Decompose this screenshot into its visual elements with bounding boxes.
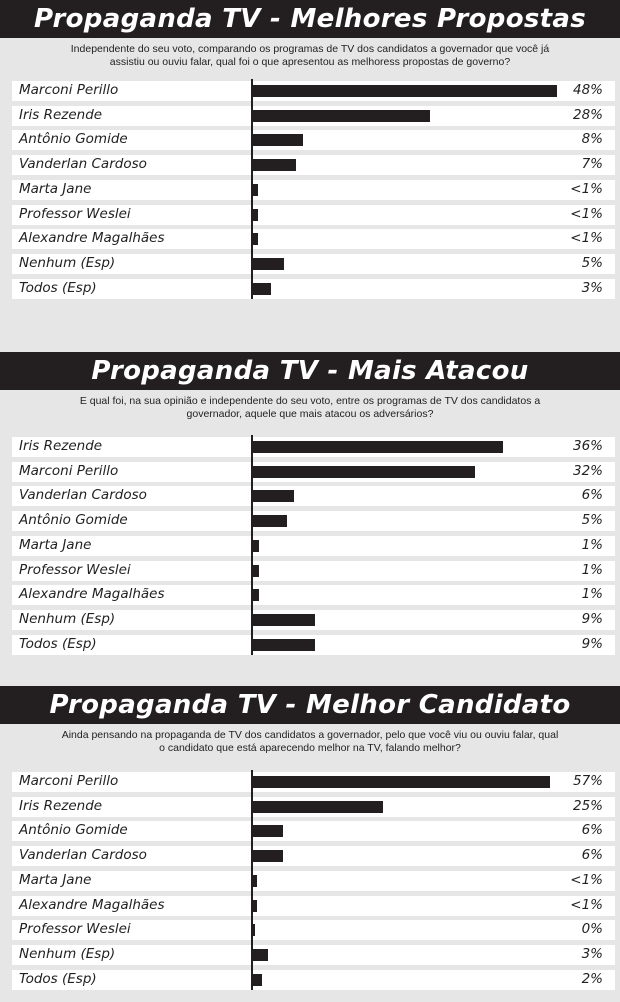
chart-axis xyxy=(251,770,253,990)
chart-row xyxy=(12,106,615,126)
value-label: 32% xyxy=(572,462,603,479)
chart-row xyxy=(12,155,615,175)
category-label: Marconi Perillo xyxy=(19,82,119,98)
value-label: 28% xyxy=(572,106,603,123)
category-label: Iris Rezende xyxy=(19,438,103,454)
value-label: 5% xyxy=(581,254,603,271)
category-label: Marconi Perillo xyxy=(19,773,119,789)
bar xyxy=(252,466,475,478)
value-label: 0% xyxy=(581,921,603,938)
bar xyxy=(252,614,315,626)
chart-section-1 xyxy=(0,0,620,69)
chart-row xyxy=(12,254,615,274)
chart-row xyxy=(12,585,615,605)
chart-row xyxy=(12,279,615,299)
category-label: Todos (Esp) xyxy=(19,279,97,296)
chart-row xyxy=(12,81,615,101)
category-label: Todos (Esp) xyxy=(19,635,97,652)
value-label: <1% xyxy=(570,871,603,888)
bar xyxy=(252,159,296,171)
chart-row xyxy=(12,920,615,940)
value-label: 6% xyxy=(581,822,603,839)
chart-axis xyxy=(251,79,253,299)
category-label: Antônio Gomide xyxy=(19,822,128,839)
chart-row xyxy=(12,821,615,841)
value-label: <1% xyxy=(570,205,603,222)
category-label: Antônio Gomide xyxy=(19,131,128,148)
value-label: 48% xyxy=(572,82,603,98)
bar xyxy=(252,801,383,813)
chart-row xyxy=(12,229,615,249)
bar xyxy=(252,974,262,986)
chart-row xyxy=(12,486,615,506)
category-label: Vanderlan Cardoso xyxy=(19,847,147,864)
bar xyxy=(252,540,259,552)
category-label: Alexandre Magalhães xyxy=(19,586,165,603)
value-label: 9% xyxy=(581,635,603,652)
chart-section-2 xyxy=(0,352,620,421)
value-label: 1% xyxy=(581,586,603,603)
value-label: 57% xyxy=(572,773,603,789)
bar xyxy=(252,565,259,577)
chart-row xyxy=(12,130,615,150)
value-label: <1% xyxy=(570,230,603,247)
chart-row xyxy=(12,635,615,655)
chart-row xyxy=(12,871,615,891)
category-label: Antônio Gomide xyxy=(19,512,128,529)
chart-row xyxy=(12,536,615,556)
bar xyxy=(252,134,303,146)
category-label: Vanderlan Cardoso xyxy=(19,487,147,504)
bar xyxy=(252,441,503,453)
category-label: Iris Rezende xyxy=(19,797,103,814)
chart-title: Propaganda TV - Mais Atacou xyxy=(0,352,620,390)
bar xyxy=(252,515,287,527)
category-label: Vanderlan Cardoso xyxy=(19,156,147,173)
chart-title: Propaganda TV - Melhores Propostas xyxy=(0,0,620,38)
bar xyxy=(252,490,294,502)
chart-question: Ainda pensando na propaganda de TV dos candidatos a governador, pelo que você viu ou ouviu falar, qual o candidato que está aparecendo melhor na TV, falando melhor? xyxy=(61,729,559,754)
value-label: <1% xyxy=(570,896,603,913)
value-label: 2% xyxy=(581,970,603,987)
bar xyxy=(252,776,550,788)
category-label: Marta Jane xyxy=(19,871,92,888)
value-label: 9% xyxy=(581,610,603,627)
bar xyxy=(252,110,430,122)
chart-row xyxy=(12,610,615,630)
category-label: Iris Rezende xyxy=(19,106,103,123)
value-label: 6% xyxy=(581,847,603,864)
value-label: 7% xyxy=(581,156,603,173)
bar xyxy=(252,85,557,97)
bar xyxy=(252,639,315,651)
category-label: Professor Weslei xyxy=(19,205,131,222)
chart-row xyxy=(12,561,615,581)
chart-row xyxy=(12,511,615,531)
chart-row xyxy=(12,846,615,866)
category-label: Alexandre Magalhães xyxy=(19,896,165,913)
chart-row xyxy=(12,945,615,965)
chart-row xyxy=(12,180,615,200)
chart-question: E qual foi, na sua opinião e independente do seu voto, entre os programas de TV dos candidatos a governador, aquele que mais atacou os adversários? xyxy=(79,395,541,420)
value-label: 25% xyxy=(572,797,603,814)
category-label: Nenhum (Esp) xyxy=(19,610,116,627)
value-label: 6% xyxy=(581,487,603,504)
category-label: Marta Jane xyxy=(19,180,92,197)
category-label: Marta Jane xyxy=(19,536,92,553)
category-label: Professor Weslei xyxy=(19,561,131,578)
chart-row xyxy=(12,970,615,990)
bar xyxy=(252,258,284,270)
value-label: 5% xyxy=(581,512,603,529)
category-label: Professor Weslei xyxy=(19,921,131,938)
chart-row xyxy=(12,896,615,916)
value-label: 1% xyxy=(581,561,603,578)
chart-row xyxy=(12,797,615,817)
bar xyxy=(252,589,259,601)
chart-axis xyxy=(251,435,253,655)
value-label: 1% xyxy=(581,536,603,553)
chart-row xyxy=(12,437,615,457)
category-label: Nenhum (Esp) xyxy=(19,945,116,962)
value-label: 3% xyxy=(581,945,603,962)
category-label: Nenhum (Esp) xyxy=(19,254,116,271)
chart-question: Independente do seu voto, comparando os programas de TV dos candidatos a governador que você já assistiu ou ouviu falar, qual foi o que apresentou as melhoress propostas de governo? xyxy=(70,43,550,68)
value-label: 36% xyxy=(572,438,603,454)
bar xyxy=(252,283,271,295)
category-label: Todos (Esp) xyxy=(19,970,97,987)
bar xyxy=(252,949,268,961)
category-label: Alexandre Magalhães xyxy=(19,230,165,247)
chart-row xyxy=(12,462,615,482)
value-label: 3% xyxy=(581,279,603,296)
bar xyxy=(252,850,283,862)
bar xyxy=(252,825,283,837)
chart-row xyxy=(12,205,615,225)
chart-title: Propaganda TV - Melhor Candidato xyxy=(0,686,620,724)
chart-row xyxy=(12,772,615,792)
category-label: Marconi Perillo xyxy=(19,462,119,479)
value-label: 8% xyxy=(581,131,603,148)
value-label: <1% xyxy=(570,180,603,197)
chart-section-3 xyxy=(0,686,620,755)
